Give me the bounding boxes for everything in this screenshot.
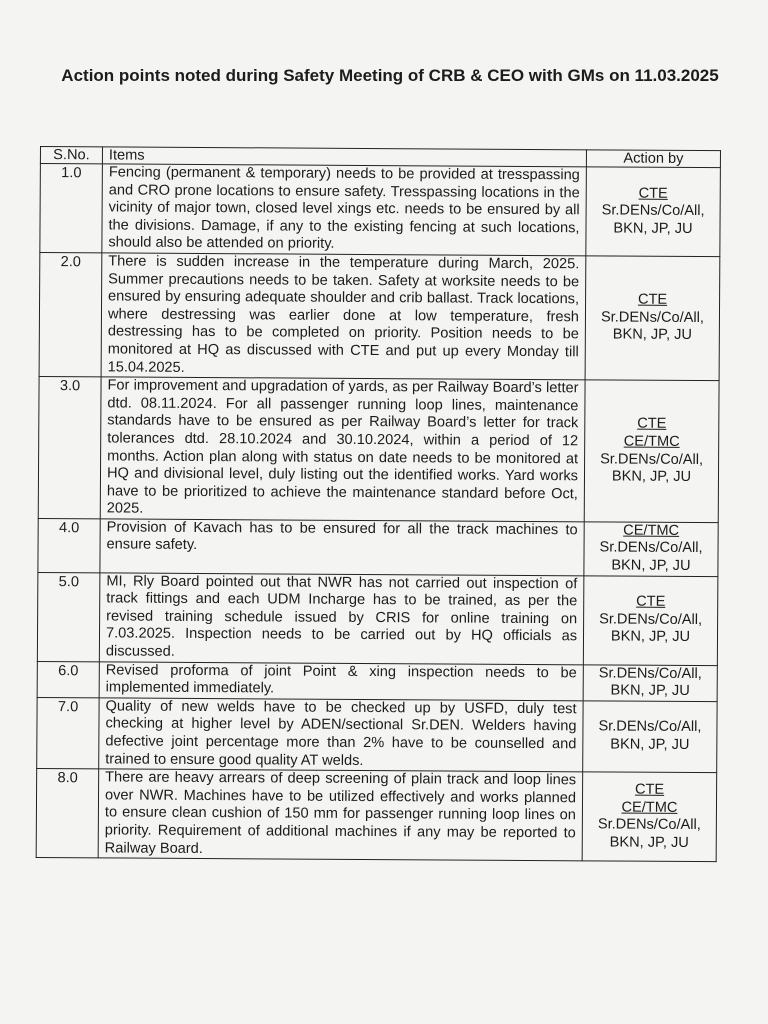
action-by-entry: Sr.DENs/Co/All, <box>597 816 701 834</box>
table-row <box>39 252 720 380</box>
action-by-entry: BKN, JP, JU <box>609 834 689 851</box>
action-by-entry: Sr.DENs/Co/All, <box>598 718 702 736</box>
action-by-entry: BKN, JP, JU <box>613 220 693 237</box>
row-action-by <box>583 575 718 665</box>
row-sno: 2.0 <box>39 252 102 377</box>
row-item-text: Provision of Kavach has to be ensured for all the track machines to ensure safety. <box>100 519 584 576</box>
action-by-entry: Sr.DENs/Co/All, <box>599 539 703 557</box>
action-points-table <box>36 146 721 862</box>
action-by-entry: BKN, JP, JU <box>610 736 690 753</box>
header-items: Items <box>102 147 586 167</box>
action-by-entry: CE/TMC <box>623 433 680 450</box>
row-action-by <box>584 380 719 523</box>
action-by-entry: BKN, JP, JU <box>610 682 690 700</box>
row-sno: 7.0 <box>37 697 99 769</box>
row-item-text: For improvement and upgradation of yards, as per Railway Board’s letter dtd. 08.11.2024. For all passenger running loop lines, maintenance standards have to be ensured as per Railway Board’s letter for track tolerances dtd. 28.10.2024 and 30.10.2024, within a period of 12 months. Action plan along with status on date needs to be monitored at HQ and divisional level, duly listing out the identified works. Yard works have to be prioritized to achieve the maintenance standard before Oct, 2025. <box>100 377 585 522</box>
row-sno: 6.0 <box>37 661 99 698</box>
row-action-by <box>586 167 721 257</box>
table-row <box>38 377 719 523</box>
row-action-by <box>585 256 720 381</box>
table-row <box>37 661 717 701</box>
table-row <box>37 572 718 665</box>
table-row <box>37 697 717 773</box>
action-by-entry: BKN, JP, JU <box>611 468 692 486</box>
row-sno: 1.0 <box>40 164 103 253</box>
action-by-entry: CTE <box>638 185 668 202</box>
table-row <box>40 164 721 257</box>
row-sno: 5.0 <box>37 572 100 661</box>
page-title: Action points noted during Safety Meeting of CRB & CEO with GMs on 11.03.2025 <box>61 66 719 85</box>
row-sno: 4.0 <box>38 518 100 572</box>
action-by-entry: BKN, JP, JU <box>610 628 691 646</box>
action-by-entry: Sr.DENs/Co/All, <box>601 202 705 220</box>
row-item-text: Revised proforma of joint Point & xing inspection needs to be implemented immediately. <box>99 661 583 700</box>
action-by-entry: BKN, JP, JU <box>611 557 691 575</box>
action-by-entry: Sr.DENs/Co/All, <box>599 611 703 628</box>
row-action-by <box>583 664 717 701</box>
row-sno: 3.0 <box>38 377 101 519</box>
action-by-entry: Sr.DENs/Co/All, <box>600 309 705 326</box>
header-action-by: Action by <box>586 150 720 168</box>
action-by-entry: CTE <box>637 415 667 433</box>
header-sno: S.No. <box>40 147 102 164</box>
row-item-text: Fencing (permanent & temporary) needs to be provided at tresspassing and CRO prone locations to ensure safety. Tresspassing locations in the vicinity of major town, closed level xings etc. needs to be ensured by all the divisions. Damage, if any to the existing fencing at such locations, should also be attended on priority. <box>102 164 587 256</box>
action-by-entry: Sr.DENs/Co/All, <box>598 665 702 682</box>
table-body <box>36 164 720 862</box>
action-by-entry: CTE <box>637 291 668 308</box>
table-row <box>36 769 717 862</box>
row-action-by <box>582 772 717 862</box>
row-item-text: There is sudden increase in the temperature during March, 2025. Summer precautions needs to be taken. Safety at worksite needs to be ensured by ensuring adequate shoulder and crib ballast. Track locations, where destressing was earlier done at low temperature, fresh destressing has to be completed on priority. Position needs to be monitored at HQ as discussed with CTE and put up every Monday till 15.04.2025. <box>101 253 586 380</box>
action-by-entry: CTE <box>636 593 666 611</box>
row-action-by <box>584 522 718 577</box>
row-action-by <box>583 701 717 773</box>
row-item-text: MI, Rly Board pointed out that NWR has not carried out inspection of track fittings and each UDM Incharge has to be trained, as per the revised training schedule issued by CRIS for online training on 7.03.2025. Inspection needs to be carried out by HQ officials as discussed. <box>99 573 584 665</box>
action-by-entry: CTE <box>634 781 665 798</box>
action-by-entry: Sr.DENs/Co/All, <box>600 450 704 468</box>
action-by-entry: BKN, JP, JU <box>612 326 693 344</box>
action-by-entry: CE/TMC <box>621 799 678 816</box>
table-row <box>38 518 718 576</box>
row-item-text: There are heavy arrears of deep screening of plain track and loop lines over NWR. Machines have to be utilized effectively and works planned to ensure clean cushion of 150 mm for passenger running loop lines on priority. Requirement of additional machines if any may be reported to Railway Board. <box>98 769 583 861</box>
row-item-text: Quality of new welds have to be checked up by USFD, duly test checking at higher level by ADEN/sectional Sr.DEN. Welders having defective joint percentage more than 2% have to be counselled and trained to ensure good quality AT welds. <box>99 698 583 772</box>
action-by-entry: CE/TMC <box>623 522 680 539</box>
row-sno: 8.0 <box>36 769 99 858</box>
